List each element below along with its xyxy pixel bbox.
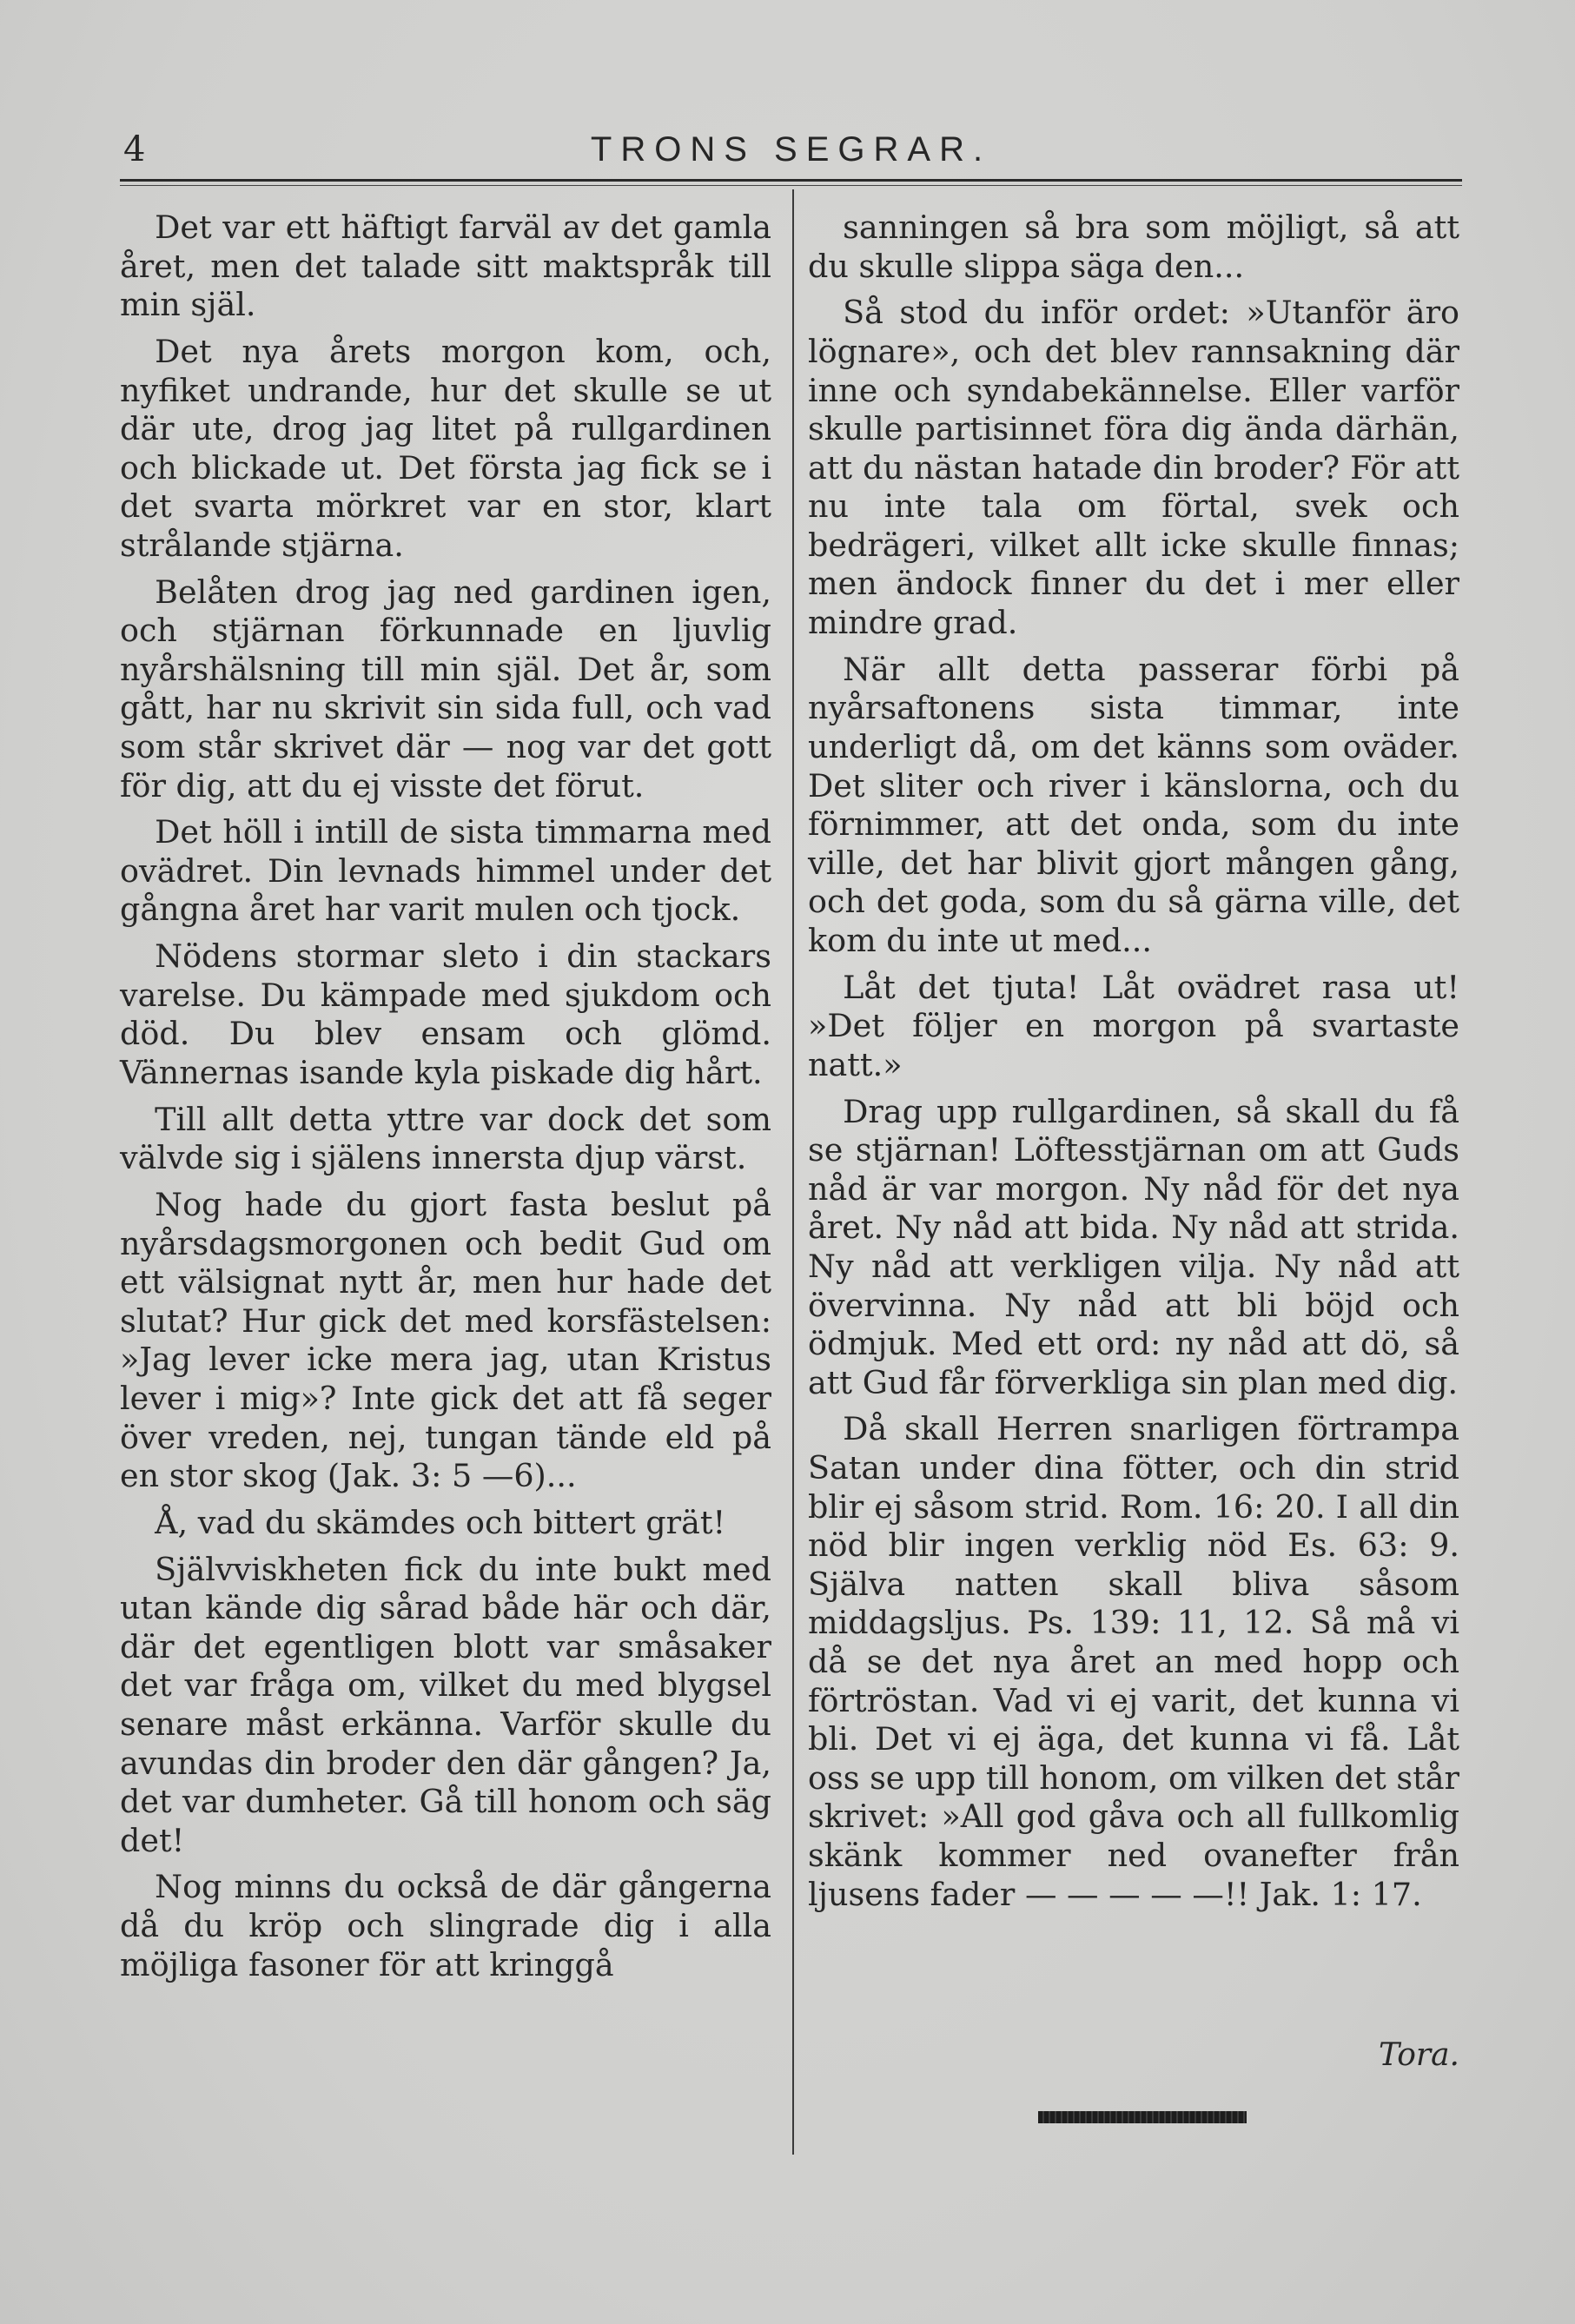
paragraph: Nog minns du också de där gångerna då du kröp och slingrade dig i alla möjliga fasoner för att kringgå <box>120 1868 771 1983</box>
column-divider <box>792 189 794 2155</box>
paragraph: Drag upp rullgardinen, så skall du få se stjärnan! Löftesstjärnan om att Guds nåd är var morgon. Ny nåd för det nya året. Ny nåd att bida. Ny nåd att strida. Ny nåd att verkligen vilja. Ny nåd att övervinna. Ny nåd att bli böjd och ödmjuk. Med ett ord: ny nåd att dö, så att Gud får förverkliga sin plan med dig. <box>808 1092 1459 1401</box>
paragraph: Så stod du inför ordet: »Utanför äro lögnare», och det blev rannsakning där inne och syndabekännelse. Eller varför skulle partisinnet föra dig ända därhän, att du nästan hatade din broder? För att nu inte tala om förtal, svek och bedrägeri, vilket allt icke skulle finnas; men ändock finner du det i mer eller mindre grad. <box>808 294 1459 642</box>
header-rule-thin <box>120 185 1462 186</box>
paragraph: Då skall Herren snarligen förtrampa Satan under dina fötter, och din strid blir ej såsom strid. Rom. 16: 20. I all din nöd blir ingen verklig nöd Es. 63: 9. Själva natten skall bliva såsom middagsljus. Ps. 139: 11, 12. Så må vi då se det nya året an med hopp och förtröstan. Vad vi ej varit, det kunna vi bli. Det vi ej äga, det kunna vi få. Låt oss se upp till honom, om vilken det står skrivet: »All god gåva och all fullkomlig skänk kommer ned ovanefter från ljusens fader — — — — —!! Jak. 1: 17. <box>808 1410 1459 1913</box>
paragraph: Det var ett häftigt farväl av det gamla året, men det talade sitt maktspråk till min själ. <box>120 209 771 324</box>
left-column <box>120 209 771 1992</box>
paragraph: Nödens stormar sleto i din stackars varelse. Du kämpade med sjukdom och död. Du blev ensam och glömd. Vännernas isande kyla piskade dig hårt. <box>120 937 771 1091</box>
paragraph: Det höll i intill de sista timmarna med ovädret. Din levnads himmel under det gångna året har varit mulen och tjock. <box>120 813 771 929</box>
paragraph: Å, vad du skämdes och bittert grät! <box>155 1503 726 1541</box>
end-ornament-rule <box>1038 2111 1247 2123</box>
page-number: 4 <box>123 129 146 169</box>
paragraph: Självviskheten fick du inte bukt med utan kände dig sårad både här och där, där det egentligen blott var småsaker det var fråga om, vilket du med blygsel senare måst erkänna. Varför skulle du avundas din broder den där gången? Ja, det var dumheter. Gå till honom och säg det! <box>120 1550 771 1859</box>
header-rule <box>120 179 1462 182</box>
author-signature: Tora. <box>1378 2037 1459 2073</box>
page-header <box>120 123 1462 175</box>
right-column <box>808 209 1459 1922</box>
paragraph: sanningen så bra som möjligt, så att du skulle slippa säga den... <box>808 209 1459 285</box>
paragraph: Nog hade du gjort fasta beslut på nyårsdagsmorgonen och bedit Gud om ett välsignat nytt år, men hur hade det slutat? Hur gick det med korsfästelsen: »Jag lever icke mera jag, utan Kristus lever i mig»? Inte gick det att få seger över vreden, nej, tungan tände eld på en stor skog (Jak. 3: 5 —6)... <box>120 1186 771 1495</box>
journal-title: TRONS SEGRAR. <box>590 130 992 169</box>
paragraph: Belåten drog jag ned gardinen igen, och stjärnan förkunnade en ljuvlig nyårshälsning till min själ. Det år, som gått, har nu skrivit sin sida full, och vad som står skrivet där — nog var det gott för dig, att du ej visste det förut. <box>120 573 771 804</box>
paragraph: När allt detta passerar förbi på nyårsaftonens sista timmar, inte underligt då, om det känns som oväder. Det sliter och river i känslorna, och du förnimmer, att det onda, som du inte ville, det har blivit gjort mången gång, och det goda, som du så gärna ville, det kom du inte ut med... <box>808 650 1459 959</box>
paragraph: Låt det tjuta! Låt ovädret rasa ut! »Det följer en morgon på svartaste natt.» <box>808 968 1459 1083</box>
paragraph: Det nya årets morgon kom, och, nyfiket undrande, hur det skulle se ut där ute, drog jag litet på rullgardinen och blickade ut. Det första jag fick se i det svarta mörkret var en stor, klart strålande stjärna. <box>120 332 771 564</box>
paragraph: Till allt detta yttre var dock det som välvde sig i själens innersta djup värst. <box>120 1100 771 1177</box>
